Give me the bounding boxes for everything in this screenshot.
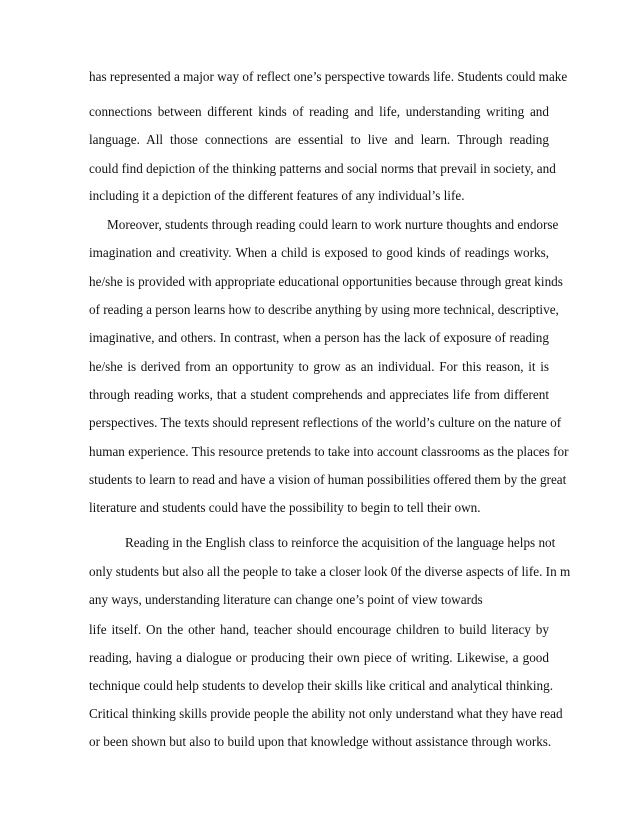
text-line: reading, having a dialogue or producing their own piece of writing. Likewise, a good [89,650,549,665]
text-line: including it a depiction of the different features of any individual’s life. [89,188,465,203]
text-line: imaginative, and others. In contrast, when a person has the lack of exposure of reading [89,330,549,345]
text-line: of reading a person learns how to describe anything by using more technical, descriptive, [89,302,559,317]
text-line: literature and students could have the possibility to begin to tell their own. [89,500,481,515]
text-line: through reading works, that a student comprehends and appreciates life from different [89,387,549,402]
text-line: or been shown but also to build upon that knowledge without assistance through works. [89,734,552,749]
text-line: has represented a major way of reflect one’s perspective towards life. Students could make [89,69,568,84]
text-line: he/she is provided with appropriate educational opportunities because through great kinds [89,274,563,289]
text-line: life itself. On the other hand, teacher should encourage children to build literacy by [89,622,549,637]
paragraph-first-line: Moreover, students through reading could learn to work nurture thoughts and endorse [107,217,559,232]
text-line: he/she is derived from an opportunity to grow as an individual. For this reason, it is [89,359,549,374]
text-line: imagination and creativity. When a child is exposed to good kinds of readings works, [89,245,549,260]
text-line: any ways, understanding literature can change one’s point of view towards [89,592,483,607]
text-line: perspectives. The texts should represent reflections of the world’s culture on the nature of [89,415,562,430]
paragraph-first-line: Reading in the English class to reinforce the acquisition of the language helps not [125,535,556,550]
text-line: students to learn to read and have a vision of human possibilities offered them by the great [89,472,567,487]
text-line: technique could help students to develop their skills like critical and analytical thinking. [89,678,554,693]
text-line: only students but also all the people to take a closer look 0f the diverse aspects of life. In m [89,564,571,579]
text-line: could find depiction of the thinking patterns and social norms that prevail in society, and [89,161,556,176]
text-line: human experience. This resource pretends to take into account classrooms as the places for [89,444,569,459]
text-line: connections between different kinds of reading and life, understanding writing and [89,104,549,119]
text-line: language. All those connections are essential to live and learn. Through reading [89,132,549,147]
text-line: Critical thinking skills provide people the ability not only understand what they have read [89,706,563,721]
